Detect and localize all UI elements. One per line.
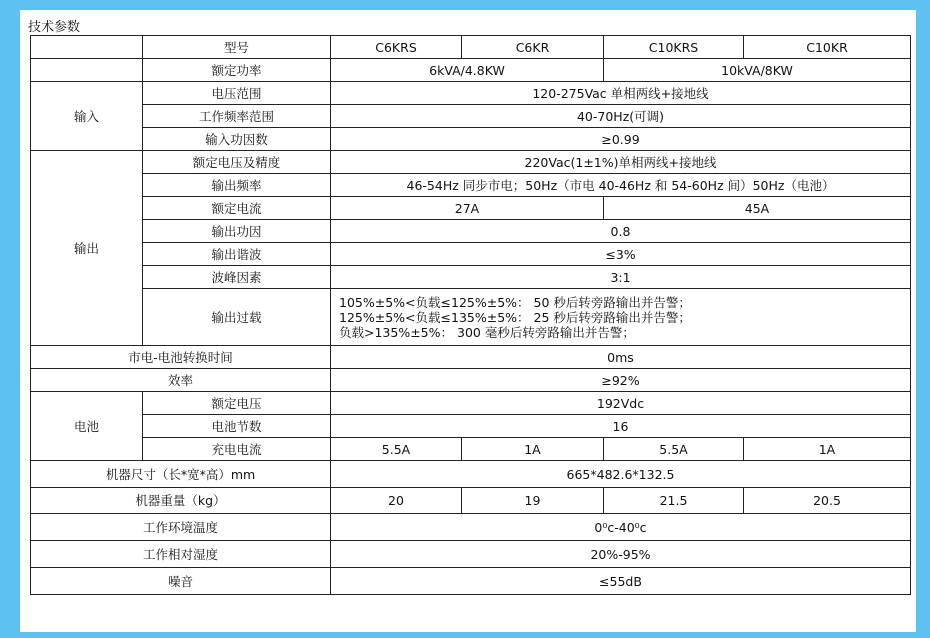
row-label: 市电-电池转换时间 [31, 346, 331, 369]
cell-value: 20 [331, 488, 462, 514]
table-row [31, 415, 911, 438]
table-row [31, 220, 911, 243]
cell-value: 27A [331, 197, 604, 220]
cell-value: ≤3% [331, 243, 911, 266]
cell-value: 5.5A [331, 438, 462, 461]
model-header: C6KR [462, 36, 604, 59]
row-label: 波峰因素 [143, 266, 331, 289]
row-label: 输入功因数 [143, 128, 331, 151]
row-label: 噪音 [31, 568, 331, 595]
table-row [31, 174, 911, 197]
row-label: 型号 [143, 36, 331, 59]
table-row [31, 197, 911, 220]
row-label: 充电电流 [143, 438, 331, 461]
cell-value: 16 [331, 415, 911, 438]
cell-value: 120-275Vac 单相两线+接地线 [331, 82, 911, 105]
model-header: C10KR [744, 36, 911, 59]
table-row [31, 82, 911, 105]
overload-line: 125%±5%<负载≤135%±5%： 25 秒后转旁路输出并告警； [339, 309, 691, 325]
row-label: 输出功因 [143, 220, 331, 243]
table-row [31, 541, 911, 568]
cell-value: 665*482.6*132.5 [331, 461, 911, 488]
group-label: 电池 [31, 392, 143, 461]
spec-sheet [20, 10, 916, 632]
overload-line: 负载>135%±5%： 300 毫秒后转旁路输出并告警； [339, 324, 635, 340]
table-row [31, 514, 911, 541]
cell-value: 6kVA/4.8KW [331, 59, 604, 82]
cell-value: 10kVA/8KW [604, 59, 911, 82]
row-label: 机器重量（kg） [31, 488, 331, 514]
cell-value: 1A [744, 438, 911, 461]
table-row [31, 266, 911, 289]
cell-value: 0ms [331, 346, 911, 369]
cell-value: 21.5 [604, 488, 744, 514]
row-label: 效率 [31, 369, 331, 392]
row-label: 额定电流 [143, 197, 331, 220]
row-label: 工作频率范围 [143, 105, 331, 128]
row-label: 工作相对湿度 [31, 541, 331, 568]
cell-value: ≥0.99 [331, 128, 911, 151]
row-label: 输出频率 [143, 174, 331, 197]
cell-value: 40-70Hz(可调) [331, 105, 911, 128]
row-label: 工作环境温度 [31, 514, 331, 541]
overload-line: 105%±5%<负载≤125%±5%： 50 秒后转旁路输出并告警； [339, 294, 691, 310]
table-row [31, 392, 911, 415]
table-row [31, 151, 911, 174]
table-row [31, 36, 911, 59]
row-label: 额定功率 [143, 59, 331, 82]
cell-value: 45A [604, 197, 911, 220]
table-row [31, 128, 911, 151]
row-label: 输出谐波 [143, 243, 331, 266]
table-row [31, 438, 911, 461]
table-row [31, 568, 911, 595]
table-row [31, 289, 911, 346]
cell-value: 5.5A [604, 438, 744, 461]
cell-value: 19 [462, 488, 604, 514]
page-title: 技术参数 [28, 20, 81, 35]
table-row [31, 488, 911, 514]
table-row [31, 59, 911, 82]
cell-value: 0⁰c-40⁰c [331, 514, 911, 541]
row-label: 额定电压 [143, 392, 331, 415]
table-row [31, 369, 911, 392]
cell-value: 20.5 [744, 488, 911, 514]
model-header: C6KRS [331, 36, 462, 59]
cell-value: 20%-95% [331, 541, 911, 568]
cell-value: ≥92% [331, 369, 911, 392]
row-label: 额定电压及精度 [143, 151, 331, 174]
cell-value: 0.8 [331, 220, 911, 243]
overload-cell [331, 289, 911, 346]
row-label: 输出过载 [143, 289, 331, 346]
table-row [31, 243, 911, 266]
row-label: 机器尺寸（长*宽*高）mm [31, 461, 331, 488]
cell-value: 1A [462, 438, 604, 461]
row-label: 电压范围 [143, 82, 331, 105]
model-header: C10KRS [604, 36, 744, 59]
group-label: 输入 [31, 82, 143, 151]
table-row [31, 105, 911, 128]
table-row [31, 346, 911, 369]
cell-value: 220Vac(1±1%)单相两线+接地线 [331, 151, 911, 174]
table-row [31, 461, 911, 488]
cell-value: 192Vdc [331, 392, 911, 415]
spec-table [30, 35, 911, 595]
row-label: 电池节数 [143, 415, 331, 438]
cell-value: 46-54Hz 同步市电；50Hz（市电 40-46Hz 和 54-60Hz 间）50Hz（电池） [331, 174, 911, 197]
cell-value: ≤55dB [331, 568, 911, 595]
cell-value: 3:1 [331, 266, 911, 289]
group-label: 输出 [31, 151, 143, 346]
